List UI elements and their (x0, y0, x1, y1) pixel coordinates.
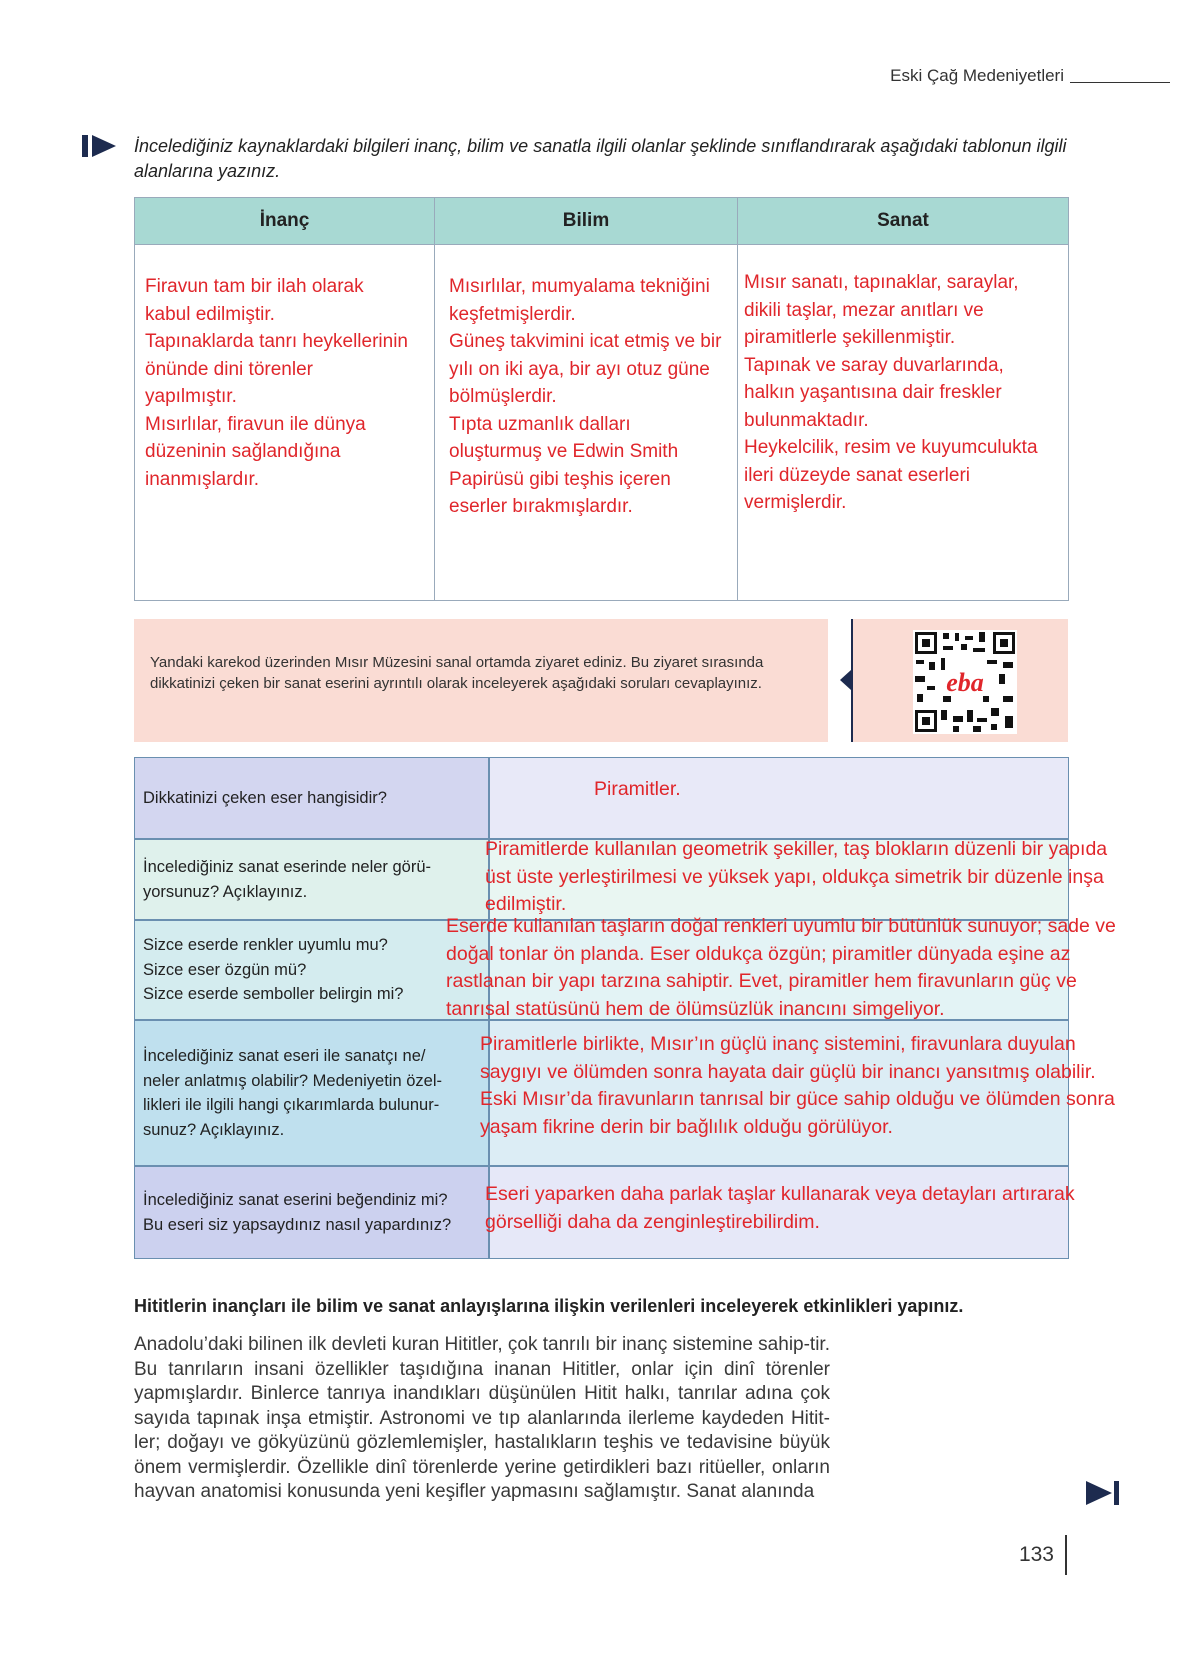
cell-sanat: Mısır sanatı, tapınaklar, saraylar, dikili taşlar, mezar anıtları ve piramitlerle şekillenmiştir. Tapınak ve saray duvarlarında, halkın yaşantısına dair freskler bulunmaktadır. Heykelcilik, resim ve kuyumculukta ileri düzeyde sanat eserleri vermişlerdir. (738, 245, 1069, 601)
header-sanat: Sanat (738, 198, 1069, 245)
section-heading: Hititlerin inançları ile bilim ve sanat anlayışlarına ilişkin verilenleri inceleyerek etkinlikleri yapınız. (134, 1296, 964, 1316)
play-icon (82, 135, 118, 157)
question-cell: İncelediğiniz sanat eseri ile sanatçı ne/ neler anlatmış olabilir? Medeniyetin özel- likleri ile ilgili hangi çıkarımlarda bulunur- sunuz? Açıklayınız. (134, 1020, 489, 1166)
instruction-text: İncelediğiniz kaynaklardaki bilgileri inanç, bilim ve sanatla ilgili olanlar şeklinde sınıflandırarak aşağıdaki tablonun ilgili alanlarına yazınız. (134, 136, 1067, 181)
qr-instruction-text: Yandaki karekod üzerinden Mısır Müzesini sanal ortamda ziyaret ediniz. Bu ziyaret sırasında dikkatinizi çeken bir sanat eserini ayrıntılı olarak inceleyerek aşağıdaki soruları cevaplayınız. (150, 654, 764, 692)
qr-divider (851, 619, 853, 742)
question-cell: Dikkatinizi çeken eser hangisidir? (134, 757, 489, 839)
pointer-arrow-icon (840, 670, 851, 690)
question-cell: İncelediğiniz sanat eserini beğendiniz mi? Bu eseri siz yapsaydınız nasıl yapardınız? (134, 1166, 489, 1259)
classification-table (134, 197, 1069, 601)
header-inanc: İnanç (135, 198, 435, 245)
cell-bilim: Mısırlılar, mumyalama tekniğini keşfetmişlerdir. Güneş takvimini icat etmiş ve bir yılı on iki aya, bir ayı otuz güne bölmüşlerdir. Tıpta uzmanlık dalları oluşturmuş ve Edwin Smith Papirüsü gibi teşhis içeren eserler bırakmışlardır. (435, 245, 738, 601)
page-number: 133 (1018, 1543, 1054, 1566)
header-rule (1070, 82, 1170, 83)
answer-text: Eserde kullanılan taşların doğal renkleri uyumlu bir bütünlük sunuyor; sade ve doğal tonlar ön planda. Eser oldukça özgün; piramitler dünyada eşine az rastlanan bir yapı tarzına sahiptir. Evet, piramitler hem firavunların güç ve tanrısal statüsünü hem de ölümsüzlük inancını simgeliyor. (446, 915, 1116, 1020)
answer-text: Piramitlerde kullanılan geometrik şekiller, taş blokların düzenli bir yapıda üst üste yerleştirilmesi ve yüksek yapı, oldukça simetrik bir düzenle inşa edilmiştir. (485, 838, 1108, 915)
chapter-title: Eski Çağ Medeniyetleri (890, 66, 1064, 85)
question-cell: Sizce eserde renkler uyumlu mu? Sizce eser özgün mü? Sizce eserde semboller belirgin mi? (134, 920, 489, 1020)
cell-inanc: Firavun tam bir ilah olarak kabul edilmiştir. Tapınaklarda tanrı heykellerinin önünde dini törenler yapılmıştır. Mısırlılar, firavun ile dünya düzeninin sağlandığına inanmışlardır. (135, 245, 435, 601)
header-bilim: Bilim (435, 198, 738, 245)
eba-logo: eba (946, 668, 984, 697)
question-cell: İncelediğiniz sanat eserinde neler görü- yorsunuz? Açıklayınız. (134, 839, 489, 920)
answer-text: Piramitler. (594, 778, 681, 800)
answer-text: Eseri yaparken daha parlak taşlar kullanarak veya detayları artırarak görselliği daha da zenginleştirebilirdim. (485, 1183, 1075, 1233)
next-page-icon[interactable] (1086, 1481, 1120, 1505)
page-number-rule (1065, 1535, 1067, 1575)
body-paragraph: Anadolu’daki bilinen ilk devleti kuran Hititler, çok tanrılı bir inanç sistemine sahip-tir. Bu tanrıların insani özellikler taşıdığına inanan Hititler, onlar için dinî törenler yapmışlardır. Binlerce tanrıya inandıkları düşünülen Hitit halkı, tanrılar adına çok sayıda tapınak inşa etmiştir. Astronomi ve tıp alanlarında ilerleme kaydeden Hitit-ler; doğayı ve gökyüzünü gözlemlemişler, hastalıkların teşhis ve tedavisine büyük önem vermişlerdir. Özellikle dinî törenlerde yerine getirdikleri bazı ritüeller, onların hayvan anatomisi konusunda yeni keşifler yapmasını sağlamıştır. Sanat alanında (134, 1334, 830, 1502)
qr-code-icon[interactable] (913, 630, 1017, 734)
answer-text: Piramitlerle birlikte, Mısır’ın güçlü inanç sistemini, firavunlara duyulan saygıyı ve ölümden sonra hayata dair güçlü bir inancı yansıtmış olabilir. Eski Mısır’da firavunların tanrısal bir güce sahip olduğu ve ölümden sonra yaşam fikrine derin bir bağlılık olduğu görülüyor. (480, 1033, 1115, 1138)
